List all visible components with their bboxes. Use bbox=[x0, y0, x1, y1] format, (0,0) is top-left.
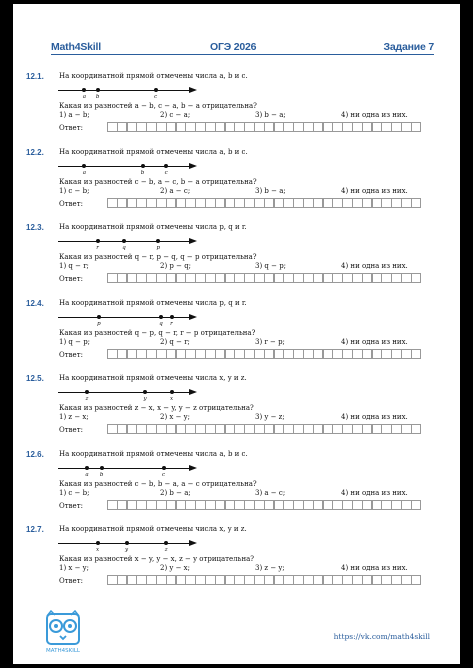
answer-box[interactable] bbox=[411, 349, 422, 359]
number-line-point bbox=[122, 239, 126, 243]
arrow-right-icon bbox=[189, 389, 197, 395]
number-line-label: q bbox=[122, 245, 126, 251]
number-line-label: r bbox=[170, 320, 173, 327]
task-statement: На координатной прямой отмечены числа a, b и c. bbox=[59, 449, 248, 458]
task-number: 12.5. bbox=[26, 374, 44, 383]
task-question: Какая из разностей c − b, b − a, a − c отрицательна? bbox=[59, 479, 257, 488]
number-line bbox=[58, 162, 198, 174]
answer-options bbox=[59, 489, 449, 499]
answer-option[interactable]: 1) x − y; bbox=[59, 564, 89, 572]
footer-link[interactable]: https://vk.com/math4skill bbox=[333, 632, 430, 641]
logo bbox=[35, 610, 91, 660]
answer-label: Ответ: bbox=[59, 199, 83, 208]
number-line-label: p bbox=[97, 320, 101, 327]
task-statement: На координатной прямой отмечены числа x, y и z. bbox=[59, 374, 247, 382]
number-line-axis bbox=[58, 543, 190, 544]
number-line-label: z bbox=[164, 547, 168, 553]
task-6 bbox=[13, 450, 460, 524]
answer-options bbox=[59, 564, 449, 574]
number-line-label: c bbox=[162, 471, 166, 478]
number-line bbox=[58, 388, 198, 400]
number-line-point bbox=[96, 541, 100, 545]
number-line-label: a bbox=[85, 471, 89, 478]
number-line-point bbox=[97, 315, 101, 319]
answer-options bbox=[59, 338, 449, 348]
number-line-label: b bbox=[99, 471, 104, 478]
answer-option[interactable]: 1) z − x; bbox=[59, 413, 89, 421]
answer-label: Ответ: bbox=[59, 501, 83, 510]
task-number: 12.7. bbox=[26, 525, 44, 534]
number-line-label: x bbox=[169, 396, 174, 402]
answer-option[interactable]: 2) q − r; bbox=[160, 337, 190, 346]
task-question: Какая из разностей z − x, x − y, y − z отрицательна? bbox=[59, 404, 254, 412]
task-statement: На координатной прямой отмечены числа p, q и r. bbox=[59, 298, 247, 307]
brand-title: Math4Skill bbox=[51, 41, 101, 53]
task-7 bbox=[13, 525, 460, 599]
answer-options bbox=[59, 111, 449, 121]
number-line-point bbox=[156, 239, 160, 243]
answer-box[interactable] bbox=[411, 424, 422, 434]
answer-option[interactable]: 3) a − c; bbox=[255, 488, 286, 497]
arrow-right-icon bbox=[189, 540, 197, 546]
number-line-point bbox=[85, 466, 89, 470]
answer-box[interactable] bbox=[411, 198, 422, 208]
number-line bbox=[58, 313, 198, 325]
answer-boxes bbox=[107, 122, 421, 132]
answer-option[interactable]: 4) ни одна из них. bbox=[341, 488, 408, 497]
number-line-point bbox=[162, 466, 166, 470]
number-line-axis bbox=[58, 468, 190, 469]
arrow-right-icon bbox=[189, 314, 197, 320]
arrow-right-icon bbox=[189, 87, 197, 93]
answer-option[interactable]: 3) r − p; bbox=[255, 337, 285, 346]
page-header bbox=[13, 4, 460, 56]
answer-boxes bbox=[107, 500, 421, 510]
number-line-point bbox=[164, 164, 168, 168]
task-number: 12.1. bbox=[26, 72, 44, 81]
number-line-label: y bbox=[143, 396, 147, 402]
task-question: Какая из разностей q − r, p − q, q − p отрицательна? bbox=[59, 253, 257, 261]
task-2 bbox=[13, 148, 460, 222]
answer-box[interactable] bbox=[411, 122, 422, 132]
number-line-label: x bbox=[96, 547, 100, 553]
answer-option[interactable]: 3) y − z; bbox=[255, 413, 285, 421]
answer-options bbox=[59, 262, 449, 272]
number-line-point bbox=[125, 541, 129, 545]
answer-options bbox=[59, 187, 449, 197]
number-line-point bbox=[154, 88, 158, 92]
answer-option[interactable]: 2) x − y; bbox=[160, 413, 190, 421]
answer-label: Ответ: bbox=[59, 426, 83, 434]
answer-options bbox=[59, 413, 449, 423]
answer-option[interactable]: 1) c − b; bbox=[59, 186, 90, 195]
answer-option[interactable]: 4) ни одна из них. bbox=[341, 337, 408, 346]
task-statement: На координатной прямой отмечены числа a, b и c. bbox=[59, 72, 248, 80]
task-statement: На координатной прямой отмечены числа x, y и z. bbox=[59, 525, 247, 533]
number-line-label: r bbox=[96, 245, 99, 251]
answer-option[interactable]: 1) q − p; bbox=[59, 337, 91, 346]
number-line-point bbox=[159, 315, 163, 319]
answer-option[interactable]: 1) c − b; bbox=[59, 488, 90, 497]
answer-option[interactable]: 3) b − a; bbox=[255, 111, 286, 119]
logo-text: MATH4SKILL bbox=[46, 648, 80, 654]
answer-option[interactable]: 2) p − q; bbox=[160, 262, 192, 270]
number-line-label: b bbox=[95, 94, 100, 100]
answer-option[interactable]: 2) a − c; bbox=[160, 186, 191, 195]
answer-option[interactable]: 4) ни одна из них. bbox=[341, 564, 408, 572]
task-number: 12.2. bbox=[26, 147, 44, 157]
task-3 bbox=[13, 223, 460, 297]
number-line-label: a bbox=[82, 169, 87, 176]
answer-option[interactable]: 2) y − x; bbox=[160, 564, 190, 572]
answer-option[interactable]: 4) ни одна из них. bbox=[341, 413, 408, 421]
answer-option[interactable]: 4) ни одна из них. bbox=[341, 186, 408, 195]
task-question: Какая из разностей a − b, c − a, b − a отрицательна? bbox=[59, 102, 257, 110]
number-line bbox=[58, 464, 198, 476]
task-question: Какая из разностей q − p, q − r, r − p отрицательна? bbox=[59, 328, 256, 337]
answer-option[interactable]: 1) q − r; bbox=[59, 262, 89, 270]
number-line-point bbox=[82, 164, 86, 168]
task-4 bbox=[13, 299, 460, 373]
number-line-point bbox=[100, 466, 104, 470]
answer-option[interactable]: 4) ни одна из них. bbox=[341, 262, 408, 270]
answer-box[interactable] bbox=[411, 273, 422, 283]
number-line-point bbox=[141, 164, 145, 168]
task-statement: На координатной прямой отмечены числа a, b и c. bbox=[59, 147, 248, 156]
answer-box[interactable] bbox=[411, 500, 422, 510]
number-line-point bbox=[164, 541, 168, 545]
answer-label: Ответ: bbox=[59, 124, 83, 132]
number-line-label: z bbox=[85, 396, 89, 402]
number-line-label: a bbox=[82, 94, 87, 100]
answer-boxes bbox=[107, 575, 421, 585]
answer-label: Ответ: bbox=[59, 350, 83, 359]
assignment-title: Задание 7 bbox=[383, 41, 434, 53]
owl-icon bbox=[35, 610, 91, 648]
task-1 bbox=[13, 72, 460, 146]
task-question: Какая из разностей c − b, a − c, b − a отрицательна? bbox=[59, 177, 257, 186]
answer-option[interactable]: 2) b − a; bbox=[160, 488, 191, 497]
number-line bbox=[58, 237, 198, 249]
header-divider bbox=[51, 54, 434, 55]
answer-option[interactable]: 3) z − y; bbox=[255, 564, 285, 572]
number-line-label: y bbox=[125, 547, 129, 553]
answer-option[interactable]: 2) c − a; bbox=[160, 111, 191, 119]
number-line-axis bbox=[58, 90, 190, 91]
answer-label: Ответ: bbox=[59, 577, 83, 585]
answer-label: Ответ: bbox=[59, 275, 83, 283]
number-line bbox=[58, 86, 198, 98]
answer-option[interactable]: 3) b − a; bbox=[255, 186, 286, 195]
number-line-point bbox=[143, 390, 147, 394]
task-statement: На координатной прямой отмечены числа p, q и r. bbox=[59, 223, 247, 231]
task-5 bbox=[13, 374, 460, 448]
number-line-point bbox=[96, 239, 100, 243]
number-line-label: c bbox=[154, 94, 158, 100]
answer-option[interactable]: 3) q − p; bbox=[255, 262, 287, 270]
task-number: 12.4. bbox=[26, 298, 44, 308]
number-line-label: q bbox=[159, 320, 163, 327]
answer-option[interactable]: 1) a − b; bbox=[59, 111, 90, 119]
answer-boxes bbox=[107, 349, 421, 359]
number-line-point bbox=[96, 88, 100, 92]
arrow-right-icon bbox=[189, 465, 197, 471]
number-line-point bbox=[82, 88, 86, 92]
task-number: 12.3. bbox=[26, 223, 44, 232]
answer-box[interactable] bbox=[411, 575, 422, 585]
number-line-label: p bbox=[156, 245, 161, 251]
number-line-label: b bbox=[140, 169, 145, 176]
number-line-point bbox=[85, 390, 89, 394]
task-question: Какая из разностей x − y, y − x, z − y отрицательна? bbox=[59, 555, 255, 563]
answer-option[interactable]: 4) ни одна из них. bbox=[341, 111, 408, 119]
number-line-point bbox=[170, 390, 174, 394]
number-line-axis bbox=[58, 166, 190, 167]
task-number: 12.6. bbox=[26, 449, 44, 459]
answer-boxes bbox=[107, 273, 421, 283]
number-line-label: c bbox=[164, 169, 168, 176]
answer-boxes bbox=[107, 424, 421, 434]
worksheet-page bbox=[13, 4, 460, 664]
arrow-right-icon bbox=[189, 238, 197, 244]
answer-boxes bbox=[107, 198, 421, 208]
exam-title: ОГЭ 2026 bbox=[210, 41, 257, 53]
number-line-point bbox=[170, 315, 174, 319]
number-line bbox=[58, 539, 198, 551]
arrow-right-icon bbox=[189, 163, 197, 169]
